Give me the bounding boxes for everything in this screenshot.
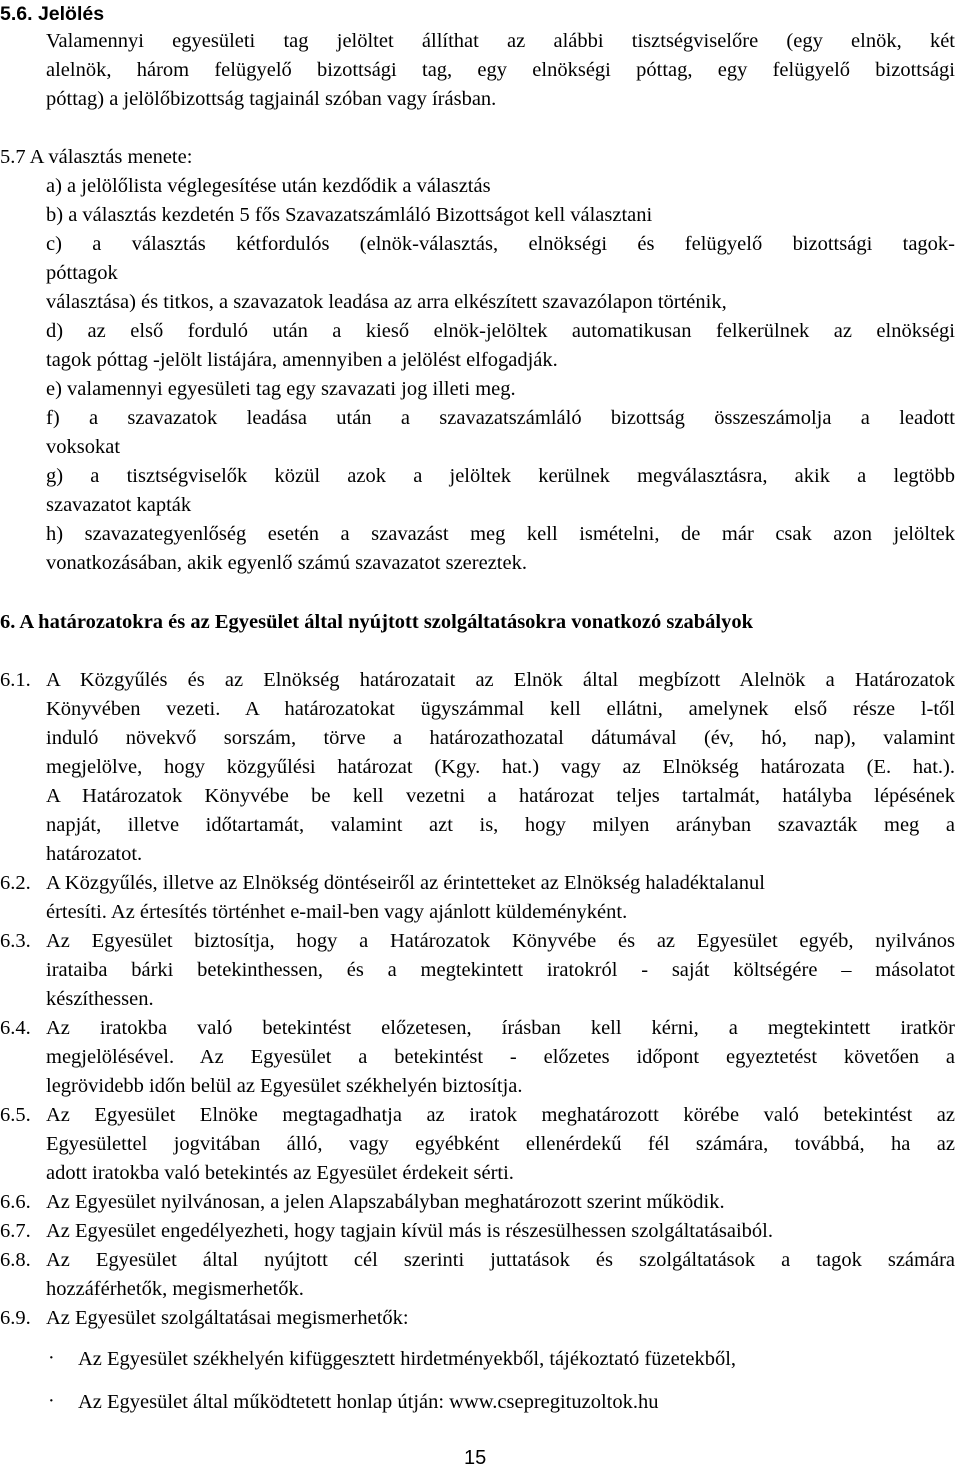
list-item: vonatkozásában, akik egyenlő számú szavazatot szereztek. [46,552,527,574]
item-text-line: Az Egyesület Elnöke megtagadhatja az iratok meghatározott körébe való betekintést az [46,1104,955,1126]
item-number: 6.6. [0,1191,31,1213]
item-text-line: Az Egyesület szolgáltatásai megismerhetők: [46,1307,409,1329]
item-text-line: Az Egyesület engedélyezheti, hogy tagjain kívül más is részesülhessen szolgáltatásaiból. [46,1220,773,1242]
bullet-icon: · [48,1390,55,1412]
section-heading-5-7: 5.7 A választás menete: [0,146,193,168]
page-number: 15 [464,1447,487,1469]
section-heading-5-6: 5.6. Jelölés [0,3,105,25]
list-item: b) a választás kezdetén 5 fős Szavazatszámláló Bizottságot kell választani [46,204,653,226]
item-text-line: készíthessen. [46,988,154,1010]
item-text-line: megjelölésével. Az Egyesület a betekintést - előzetes időpont egyeztetést követően a [46,1046,955,1068]
list-item: szavazatot kapták [46,494,192,516]
bullet-item: Az Egyesület székhelyén kifüggesztett hirdetményekből, tájékoztató füzetekből, [78,1348,737,1370]
item-text-line: irataiba bárki betekinthessen, és a megtekintett iratokról - saját költségére – másolatot [46,959,955,981]
item-number: 6.5. [0,1104,31,1126]
item-text-line: Könyvében vezeti. A határozatokat ügyszámmal kell ellátni, amelynek első része l-től [46,698,955,720]
paragraph-line: Valamennyi egyesületi tag jelöltet állíthat az alábbi tisztségviselőre (egy elnök, két [46,30,955,52]
list-item: f) a szavazatok leadása után a szavazatszámláló bizottság összeszámolja a leadott [46,407,955,429]
item-text-line: értesíti. Az értesítés történhet e-mail-ben vagy ajánlott küldeményként. [46,901,628,923]
list-item: választása) és titkos, a szavazatok leadása az arra elkészített szavazólapon történik, [46,291,727,313]
item-number: 6.3. [0,930,31,952]
item-text-line: megjelölve, hogy közgyűlési határozat (Kgy. hat.) vagy az Elnökség határozata (E. hat.). [46,756,955,778]
list-item: g) a tisztségviselők közül azok a jelöltek kerülnek megválasztásra, akik a legtöbb [46,465,955,487]
item-text-line: napját, illetve időtartamát, valamint azt is, hogy milyen arányban szavazták meg a [46,814,955,836]
bullet-item: Az Egyesület által működtetett honlap útján: www.csepregituzoltok.hu [78,1391,659,1413]
bullet-icon: · [48,1347,55,1369]
list-item: e) valamennyi egyesületi tag egy szavazati jog illeti meg. [46,378,516,400]
list-item: tagok póttag -jelölt listájára, amennyiben a jelölést elfogadják. [46,349,558,371]
list-item: póttagok [46,262,118,284]
item-text-line: adott iratokba való betekintés az Egyesület érdekeit sérti. [46,1162,514,1184]
item-text-line: induló növekvő sorszám, törve a határozathozatal dátumával (év, hó, nap), valamint [46,727,955,749]
item-number: 6.8. [0,1249,31,1271]
item-number: 6.1. [0,669,31,691]
item-text-line: Az Egyesület által nyújtott cél szerinti juttatások és szolgáltatások a tagok számára [46,1249,955,1271]
item-text-line: Az Egyesület nyilvánosan, a jelen Alapszabályban meghatározott szerint működik. [46,1191,725,1213]
item-text-line: Az iratokba való betekintést előzetesen, írásban kell kérni, a megtekintett iratkör [46,1017,955,1039]
list-item: a) a jelölőlista véglegesítése után kezdődik a választás [46,175,491,197]
item-number: 6.2. [0,872,31,894]
item-text-line: Egyesülettel jogvitában álló, vagy egyébként ellenérdekű fél számára, továbbá, ha az [46,1133,955,1155]
list-item: c) a választás kétfordulós (elnök-választás, elnökségi és felügyelő bizottsági tagok- [46,233,955,255]
item-number: 6.7. [0,1220,31,1242]
list-item: h) szavazategyenlőség esetén a szavazást meg kell ismételni, de már csak azon jelöltek [46,523,955,545]
list-item: d) az első forduló után a kieső elnök-jelöltek automatikusan felkerülnek az elnökségi [46,320,955,342]
item-text-line: Az Egyesület biztosítja, hogy a Határozatok Könyvébe és az Egyesület egyéb, nyilvános [46,930,955,952]
item-number: 6.4. [0,1017,31,1039]
paragraph-line: póttag) a jelölőbizottság tagjainál szóban vagy írásban. [46,88,497,110]
list-item: voksokat [46,436,121,458]
item-text-line: A Közgyűlés és az Elnökség határozatait az Elnök által megbízott Alelnök a Határozatok [46,669,955,691]
section-heading-6: 6. A határozatokra és az Egyesület által nyújtott szolgáltatásokra vonatkozó szabályok [0,611,753,633]
item-text-line: hozzáférhetők, megismerhetők. [46,1278,304,1300]
paragraph-line: alelnök, három felügyelő bizottsági tag, egy elnökségi póttag, egy felügyelő bizottsági [46,59,955,81]
item-text-line: legrövidebb időn belül az Egyesület székhelyén biztosítja. [46,1075,523,1097]
item-text-line: A Közgyűlés, illetve az Elnökség döntéseiről az érintetteket az Elnökség haladéktalanul [46,872,765,894]
item-text-line: határozatot. [46,843,143,865]
item-number: 6.9. [0,1307,31,1329]
item-text-line: A Határozatok Könyvébe be kell vezetni a határozat teljes tartalmát, hatályba lépésének [46,785,955,807]
